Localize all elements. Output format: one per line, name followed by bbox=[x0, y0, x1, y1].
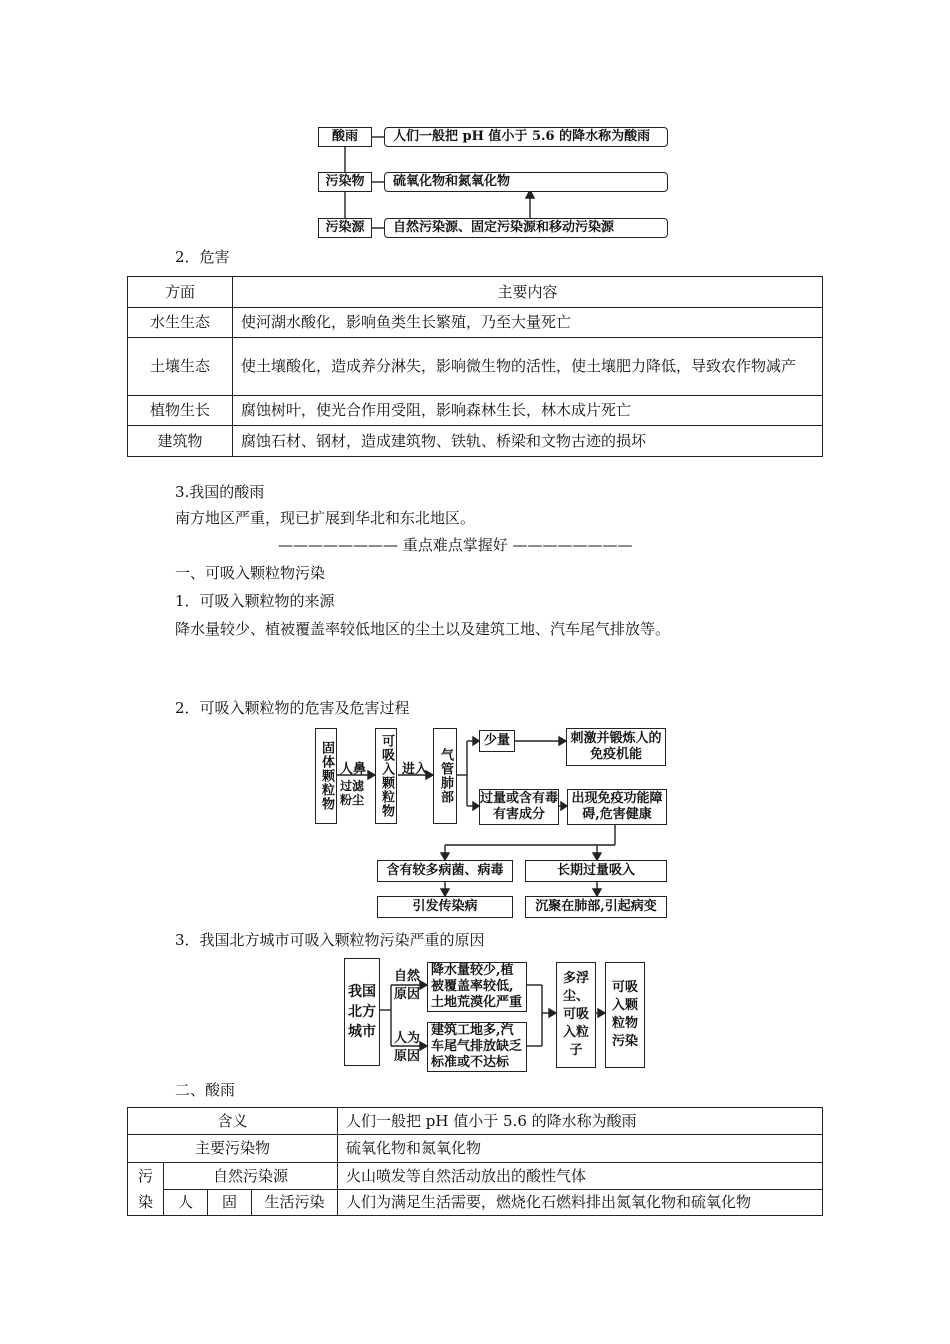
harm-table-row-content: 使土壤酸化，造成养分淋失，影响微生物的活性，使土壤肥力降低，导致农作物减产 bbox=[233, 338, 823, 396]
natural-cause-label: 自然原因 bbox=[393, 969, 420, 1002]
inhalable-particles-box: 可吸入颗粒物 bbox=[375, 728, 397, 824]
infectious-disease-box: 引发传染病 bbox=[377, 896, 513, 918]
harm-table-row-content: 腐蚀树叶，使光合作用受阻，影响森林生长，林木成片死亡 bbox=[233, 396, 823, 426]
immune-disorder-box: 出现免疫功能障碍,危害健康 bbox=[567, 789, 667, 825]
floating-dust-box: 多浮尘、可吸入粒子 bbox=[556, 962, 596, 1068]
p1-1-title: 1．可吸入颗粒物的来源 bbox=[175, 592, 335, 610]
section-harm-title: 2．危害 bbox=[175, 248, 230, 266]
acid-rain-definition-box: 人们一般把 pH 值小于 5.6 的降水称为酸雨 bbox=[384, 127, 668, 147]
acid-table-pollutant-label: 主要污染物 bbox=[128, 1135, 338, 1163]
lung-lesion-box: 沉聚在肺部,引起病变 bbox=[525, 896, 667, 918]
harm-table-row-content: 腐蚀石材、钢材，造成建筑物、铁轨、桥梁和文物古迹的损坏 bbox=[233, 426, 823, 457]
acid-rain-table bbox=[127, 1107, 823, 1216]
acid-table-natural-source-label: 自然污染源 bbox=[164, 1163, 338, 1190]
p1-1-text: 降水量较少、植被覆盖率较低地区的尘土以及建筑工地、汽车尾气排放等。 bbox=[175, 620, 671, 638]
pollutants-box: 硫氧化物和氮氧化物 bbox=[384, 172, 668, 192]
arrow-nose-label: 人鼻 bbox=[340, 762, 367, 777]
arrow-filter-label: 过滤粉尘 bbox=[340, 779, 365, 807]
acid-table-source-char: 污 bbox=[128, 1163, 164, 1190]
solid-particles-box: 固体颗粒物 bbox=[315, 728, 337, 824]
trachea-lung-box: 气管肺部 bbox=[433, 728, 457, 824]
part2-title: 二、酸雨 bbox=[175, 1081, 236, 1099]
pollution-source-label-box: 污染源 bbox=[318, 218, 372, 238]
northern-cities-box: 我国北方城市 bbox=[344, 958, 380, 1066]
p1-2-title: 2．可吸入颗粒物的危害及危害过程 bbox=[175, 699, 410, 717]
acid-table-human-char: 人 bbox=[164, 1190, 208, 1216]
harm-table-row-content: 使河湖水酸化，影响鱼类生长繁殖，乃至大量死亡 bbox=[233, 308, 823, 338]
excess-harmful-box: 过量或含有毒有害成分 bbox=[479, 789, 559, 825]
key-points-divider: ———————— 重点难点掌握好 ———————— bbox=[278, 536, 633, 554]
acid-table-source-char: 染 bbox=[128, 1190, 164, 1216]
acid-rain-label-box: 酸雨 bbox=[318, 127, 372, 147]
long-term-inhale-box: 长期过量吸入 bbox=[525, 860, 667, 882]
natural-cause-box: 降水量较少,植被覆盖率较低,土地荒漠化严重 bbox=[427, 962, 527, 1012]
acid-table-meaning-label: 含义 bbox=[128, 1108, 338, 1135]
stimulate-immunity-box: 刺激并锻炼人的免疫机能 bbox=[566, 728, 666, 766]
particulate-pollution-box: 可吸入颗粒物污染 bbox=[605, 962, 645, 1068]
harm-table-row-aspect: 土壤生态 bbox=[128, 338, 233, 396]
bacteria-virus-box: 含有较多病菌、病毒 bbox=[377, 860, 513, 882]
human-cause-box: 建筑工地多,汽车尾气排放缺乏标准或不达标 bbox=[427, 1022, 527, 1072]
human-cause-label: 人为原因 bbox=[393, 1031, 420, 1064]
harm-table-row-aspect: 植物生长 bbox=[128, 396, 233, 426]
arrow-enter-label: 进入 bbox=[402, 762, 429, 777]
acid-table-natural-source-value: 火山喷发等自然活动放出的酸性气体 bbox=[338, 1163, 823, 1190]
harm-table-row-aspect: 建筑物 bbox=[128, 426, 233, 457]
acid-table-meaning-value: 人们一般把 pH 值小于 5.6 的降水称为酸雨 bbox=[338, 1108, 823, 1135]
acid-table-fixed-char: 固 bbox=[208, 1190, 252, 1216]
harm-table-header-content: 主要内容 bbox=[233, 277, 823, 308]
acid-table-life-pollution-value: 人们为满足生活需要，燃烧化石燃料排出氮氧化物和硫氧化物 bbox=[338, 1190, 823, 1216]
part1-title: 一、可吸入颗粒物污染 bbox=[175, 564, 326, 582]
sources-box: 自然污染源、固定污染源和移动污染源 bbox=[384, 218, 668, 238]
pollutant-label-box: 污染物 bbox=[318, 172, 372, 192]
section-china-acid-rain-title: 3.我国的酸雨 bbox=[175, 483, 265, 501]
small-amount-box: 少量 bbox=[479, 730, 515, 752]
p1-3-title: 3．我国北方城市可吸入颗粒物污染严重的原因 bbox=[175, 931, 485, 949]
harm-table-row-aspect: 水生生态 bbox=[128, 308, 233, 338]
section-china-acid-rain-text: 南方地区严重，现已扩展到华北和东北地区。 bbox=[175, 509, 476, 527]
acid-table-life-pollution-label: 生活污染 bbox=[252, 1190, 338, 1216]
harm-table-header-aspect: 方面 bbox=[128, 277, 233, 308]
acid-table-pollutant-value: 硫氧化物和氮氧化物 bbox=[338, 1135, 823, 1163]
